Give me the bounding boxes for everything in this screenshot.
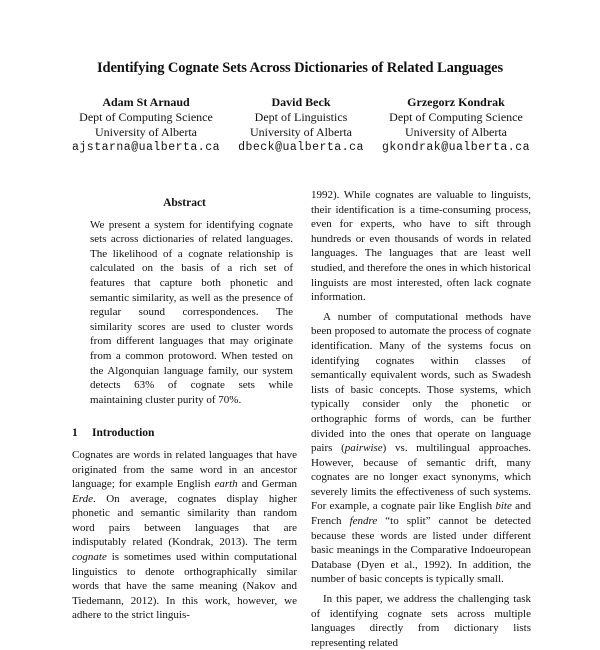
author-university: University of Alberta — [405, 125, 507, 139]
right-paragraph-1: 1992). While cognates are valuable to linguists, their identification is a time-consuming process, even for experts, who have to sift through hundreds or even thousands of words in related languages. The languages that are least well studied, and therefore the ones in which historical linguists are most interested, often lack cognate information. — [311, 189, 531, 304]
abstract-body: We present a system for identifying cognate sets across dictionaries of related languages. The likelihood of a cognate relationship is calculated on the basis of a rich set of features that capture both phonetic and semantic similarity, as well as the presence of regular sound correspondences. The similarity scores are used to cluster words from different languages that may originate from a common protoword. When tested on the Algonquian language family, our system detects 63% of cognate sets while maintaining cluster purity of 70%. — [90, 218, 293, 406]
section-heading-introduction — [72, 426, 297, 441]
text-run: Cognates are words in related languages that have originated from the same word in an ancestor language; for example English — [72, 448, 297, 491]
emphasis-erde: Erde — [72, 492, 93, 505]
emphasis-cognate: cognate — [72, 551, 107, 564]
right-paragraph-3: In this paper, we address the challenging task of identifying cognate sets across multiple languages directly from dictionary lists representing related — [311, 593, 531, 649]
text-run: is sometimes used within computational linguistics to denote orthographically similar words that have the same meaning (Nakov and Tiedemann, 2012). In this work, however, we adhere to the strict linguis- — [72, 551, 297, 622]
intro-paragraph-1 — [72, 448, 297, 623]
right-column — [311, 188, 531, 650]
emphasis-fendre: fendre — [349, 515, 378, 528]
right-paragraph-2 — [311, 310, 531, 587]
text-run: “to split” cannot be detected because these words are listed under different basic meanings in the Comparative Indoeuropean Database (Dyen et al., 1992). In addition, the number of basic concepts is typically small. — [311, 515, 532, 586]
section-number: 1 — [72, 427, 78, 440]
author-email: gkondrak@ualberta.ca — [381, 141, 531, 154]
text-run: and French — [311, 500, 531, 528]
text-run: and German — [237, 478, 297, 491]
author-name: David Beck — [271, 95, 331, 109]
author-email: dbeck@ualberta.ca — [238, 141, 364, 154]
text-run: ) vs. multilingual approaches. However, because of semantic drift, many cognates are no longer exact synonyms, which severely limits the effectiveness of such systems. For example, a cognate pair like English — [311, 442, 531, 513]
text-run: A number of computational methods have been proposed to automate the process of cognate identification. Many of the systems focus on identifying cognates within classes of semantically equivalent words, such as Swadesh lists of basic concepts. Those systems, which typically consider only the phonetic or orthographic forms of words, can be further divided into the ones that operate on language pairs ( — [311, 310, 531, 455]
author-3 — [361, 95, 551, 155]
left-column — [72, 196, 297, 623]
author-email: ajstarna@ualberta.ca — [71, 141, 221, 154]
abstract-heading: Abstract — [163, 197, 206, 209]
paper-title: Identifying Cognate Sets Across Dictionaries of Related Languages — [96, 60, 504, 76]
text-run: . On average, cognates display higher phonetic and semantic similarity than random word pairs between languages that are indisputably related (Kondrak, 2013). The term — [72, 492, 297, 549]
emphasis-pairwise: pairwise — [344, 442, 383, 455]
author-name: Grzegorz Kondrak — [407, 95, 505, 109]
emphasis-bite: bite — [495, 500, 512, 513]
author-university: University of Alberta — [95, 125, 197, 139]
author-dept: Dept of Linguistics — [254, 110, 348, 124]
author-dept: Dept of Computing Science — [79, 110, 213, 124]
author-block — [0, 95, 600, 155]
author-name: Adam St Arnaud — [102, 95, 190, 109]
author-dept: Dept of Computing Science — [389, 110, 523, 124]
emphasis-earth: earth — [214, 478, 238, 491]
section-title: Introduction — [92, 427, 155, 440]
author-university: University of Alberta — [250, 125, 352, 139]
